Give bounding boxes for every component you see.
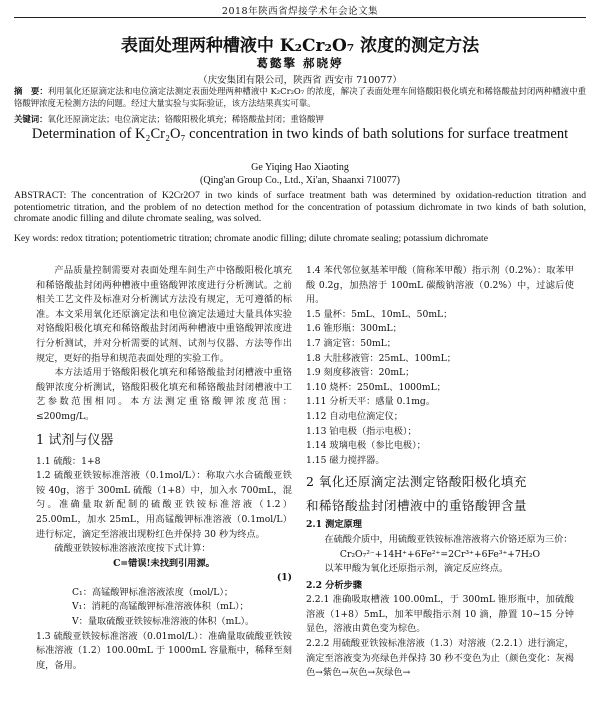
principle-text: 在硫酸介质中，用硫酸亚铁铵标准溶液将六价铬还原为三价： <box>324 533 573 545</box>
item-1-1: 1.1 硫酸：1+8 <box>36 455 101 467</box>
def-v1: V₁：消耗的高锰酸钾标准溶液体积（mL）； <box>72 601 249 613</box>
paper-title-en: Determination of K₂Cr₂O₇ concentration in two kinds of bath solutions for surface treatment <box>31 126 569 142</box>
item-1-11: 1.11 分析天平：感量 0.1mg。 <box>306 396 436 408</box>
affiliation-cn: （庆安集团有限公司，陕西省 西安市 710077） <box>198 75 402 86</box>
abstract-en-label: ABSTRACT: <box>14 190 67 201</box>
section-heading-2-line-1: 2 氧化还原滴定法测定铬酸阳极化填充 <box>306 474 527 490</box>
calc-line: 硫酸亚铁铵标准溶液浓度按下式计算： <box>54 543 211 555</box>
left-column <box>36 264 292 673</box>
item-1-5: 1.5 量杯：5mL、10mL、50mL； <box>306 308 453 320</box>
abstract-en-text: The concentration of K2Cr2O7 in two kinds of surface treatment bath was determined by oxidation-reduction titration and potentiometric titration, and the problem of no detection method for the concentration of potassium dichromate in two kinds of bath solution, chromate anodic filling and dilute chromate sealing, was solved. <box>14 190 586 224</box>
paper-title-cn: 表面处理两种槽液中 K₂Cr₂O₇ 浓度的测定方法 <box>120 36 480 56</box>
item-1-13: 1.13 铂电极（指示电极）； <box>306 425 417 437</box>
intro-paragraph-1: 产品质量控制需要对表面处理车间生产中铬酸阳极化填充和稀铬酸盐封闭两种槽液中重铬酸钾浓度进行分析测试。之前相关工艺文件及标准对分析测试方法没有规定，无可遵循的标准。本文采用氧化还原滴定法和电位滴定法通过大量具体实验对铬酸阳极化填充和稀铬酸盐封闭两种槽液中重铬酸钾浓度进行分析测试，并对分析需要的试剂、试剂与仪器、方法等作出规定，更好的指导和规范表面处理的实验工作。 <box>36 265 292 364</box>
section-heading-1: 1 试剂与仪器 <box>36 432 114 448</box>
keywords-en <box>14 233 586 245</box>
indicator-note: 以苯甲酸为氧化还原指示剂，滴定反应终点。 <box>324 563 509 575</box>
def-c1: C₁：高锰酸钾标准溶液浓度（mol/L）； <box>72 586 234 598</box>
item-1-4: 1.4 苯代邻位氨基苯甲酸（简称苯甲酸）指示剂（0.2%）：取苯甲酸 0.2g，加热溶于 100mL 碳酸钠溶液（0.2%）中，过滤后使用。 <box>306 265 574 306</box>
item-1-14: 1.14 玻璃电极（参比电极）； <box>306 440 426 452</box>
item-1-9: 1.9 刻度移液管：20mL； <box>306 367 415 379</box>
abstract-cn <box>14 85 586 109</box>
step-2-2-2: 2.2.2 用硫酸亚铁铵标准溶液（1.3）对溶液（2.2.1）进行滴定，滴定至溶液变为亮绿色并保持 30 秒不变色为止（颜色变化：灰褐色→紫色→灰色→灰绿色→ <box>306 638 574 679</box>
keywords-cn-text: 氧化还原滴定法；电位滴定法；铬酸阳极化填充；稀铬酸盐封闭；重铬酸钾 <box>47 114 324 124</box>
keywords-en-label: Key words: <box>14 233 59 244</box>
subsection-2-2: 2.2 分析步骤 <box>306 579 362 591</box>
item-1-3: 1.3 硫酸亚铁铵标准溶液（0.01mol/L）：准确量取硫酸亚铁铵标准溶液（1.2）100.00mL 于 1000mL 容量瓶中，稀释至刻度，备用。 <box>36 630 292 671</box>
item-1-12: 1.12 自动电位滴定仪； <box>306 410 403 422</box>
section-heading-2-line-2: 和稀铬酸盐封闭槽液中的重铬酸钾含量 <box>306 498 528 514</box>
item-1-2: 1.2 硫酸亚铁铵标准溶液（0.1mol/L）：称取六水合硫酸亚铁铵 40g，溶于 300mL 硫酸（1+8）中，加入水 700mL，混匀。准确量取新配制的硫酸亚铁铵标准溶液（1.2）25.00mL，加水 25mL，用高锰酸钾标准溶液（0.1mol/L）进行标定，滴定至溶液出现粉红色并保持 30 秒为终点。 <box>36 470 292 540</box>
authors-en: Ge Yiqing Hao Xiaoting <box>251 162 349 173</box>
authors-cn: 葛懿擎 郝晓婷 <box>256 56 344 70</box>
abstract-en <box>14 190 586 225</box>
step-2-2-1: 2.2.1 准确吸取槽液 100.00mL，于 300mL 锥形瓶中，加硫酸溶液（1+8）5mL，加苯甲酸指示剂 10 滴，静置 10~15 分钟显色，溶液由黄色变为棕色。 <box>306 594 574 635</box>
item-1-8: 1.8 大肚移液管：25mL、100mL； <box>306 352 456 364</box>
reaction-equation: Cr₂O₇²⁻+14H⁺+6Fe²⁺=2Cr³⁺+6Fe³⁺+7H₂O <box>339 548 541 560</box>
item-1-6: 1.6 锥形瓶：300mL； <box>306 323 402 335</box>
abstract-cn-label: 摘 要： <box>14 86 48 96</box>
keywords-en-text: redox titration; potentiometric titration; chromate anodic filling; dilute chromate sealing; potassium dichromate <box>60 233 488 244</box>
item-1-15: 1.15 磁力搅拌器。 <box>306 454 385 466</box>
equation-number: (1) <box>276 572 292 584</box>
intro-paragraph-2: 本方法适用于铬酸阳极化填充和稀铬酸盐封闭槽液中重铬酸钾浓度分析测试，铬酸阳极化填充和稀铬酸盐封闭槽液中工艺参数范围相同。本方法测定重铬酸钾浓度范围：≤200mg/L。 <box>36 367 292 422</box>
subsection-2-1: 2.1 测定原理 <box>306 519 362 531</box>
keywords-cn <box>14 113 586 125</box>
item-1-10: 1.10 烧杯：250mL、1000mL； <box>306 381 446 393</box>
keywords-cn-label: 关键词： <box>14 114 48 124</box>
right-column <box>306 264 574 681</box>
running-header: 2018年陕西省焊接学术年会论文集 <box>221 6 379 17</box>
affiliation-en: (Qing'an Group Co., Ltd., Xi'an, Shaanxi 710077) <box>200 175 400 186</box>
header-rule <box>14 17 586 18</box>
def-v: V：量取硫酸亚铁铵标准溶液的体积（mL）。 <box>72 616 255 628</box>
equation-error: C=错误!未找到引用源。 <box>113 557 215 569</box>
item-1-7: 1.7 滴定管：50mL； <box>306 337 396 349</box>
abstract-cn-text: 利用氧化还原滴定法和电位滴定法测定表面处理两种槽液中 K₂Cr₂O₇ 的浓度，解决了表面处理车间铬酸阳极化填充和稀铬酸盐封闭两种槽液中重铬酸钾浓度无检测方法的问题。经过大量实验与实际验证，该方法结果真实可靠。 <box>14 86 586 108</box>
